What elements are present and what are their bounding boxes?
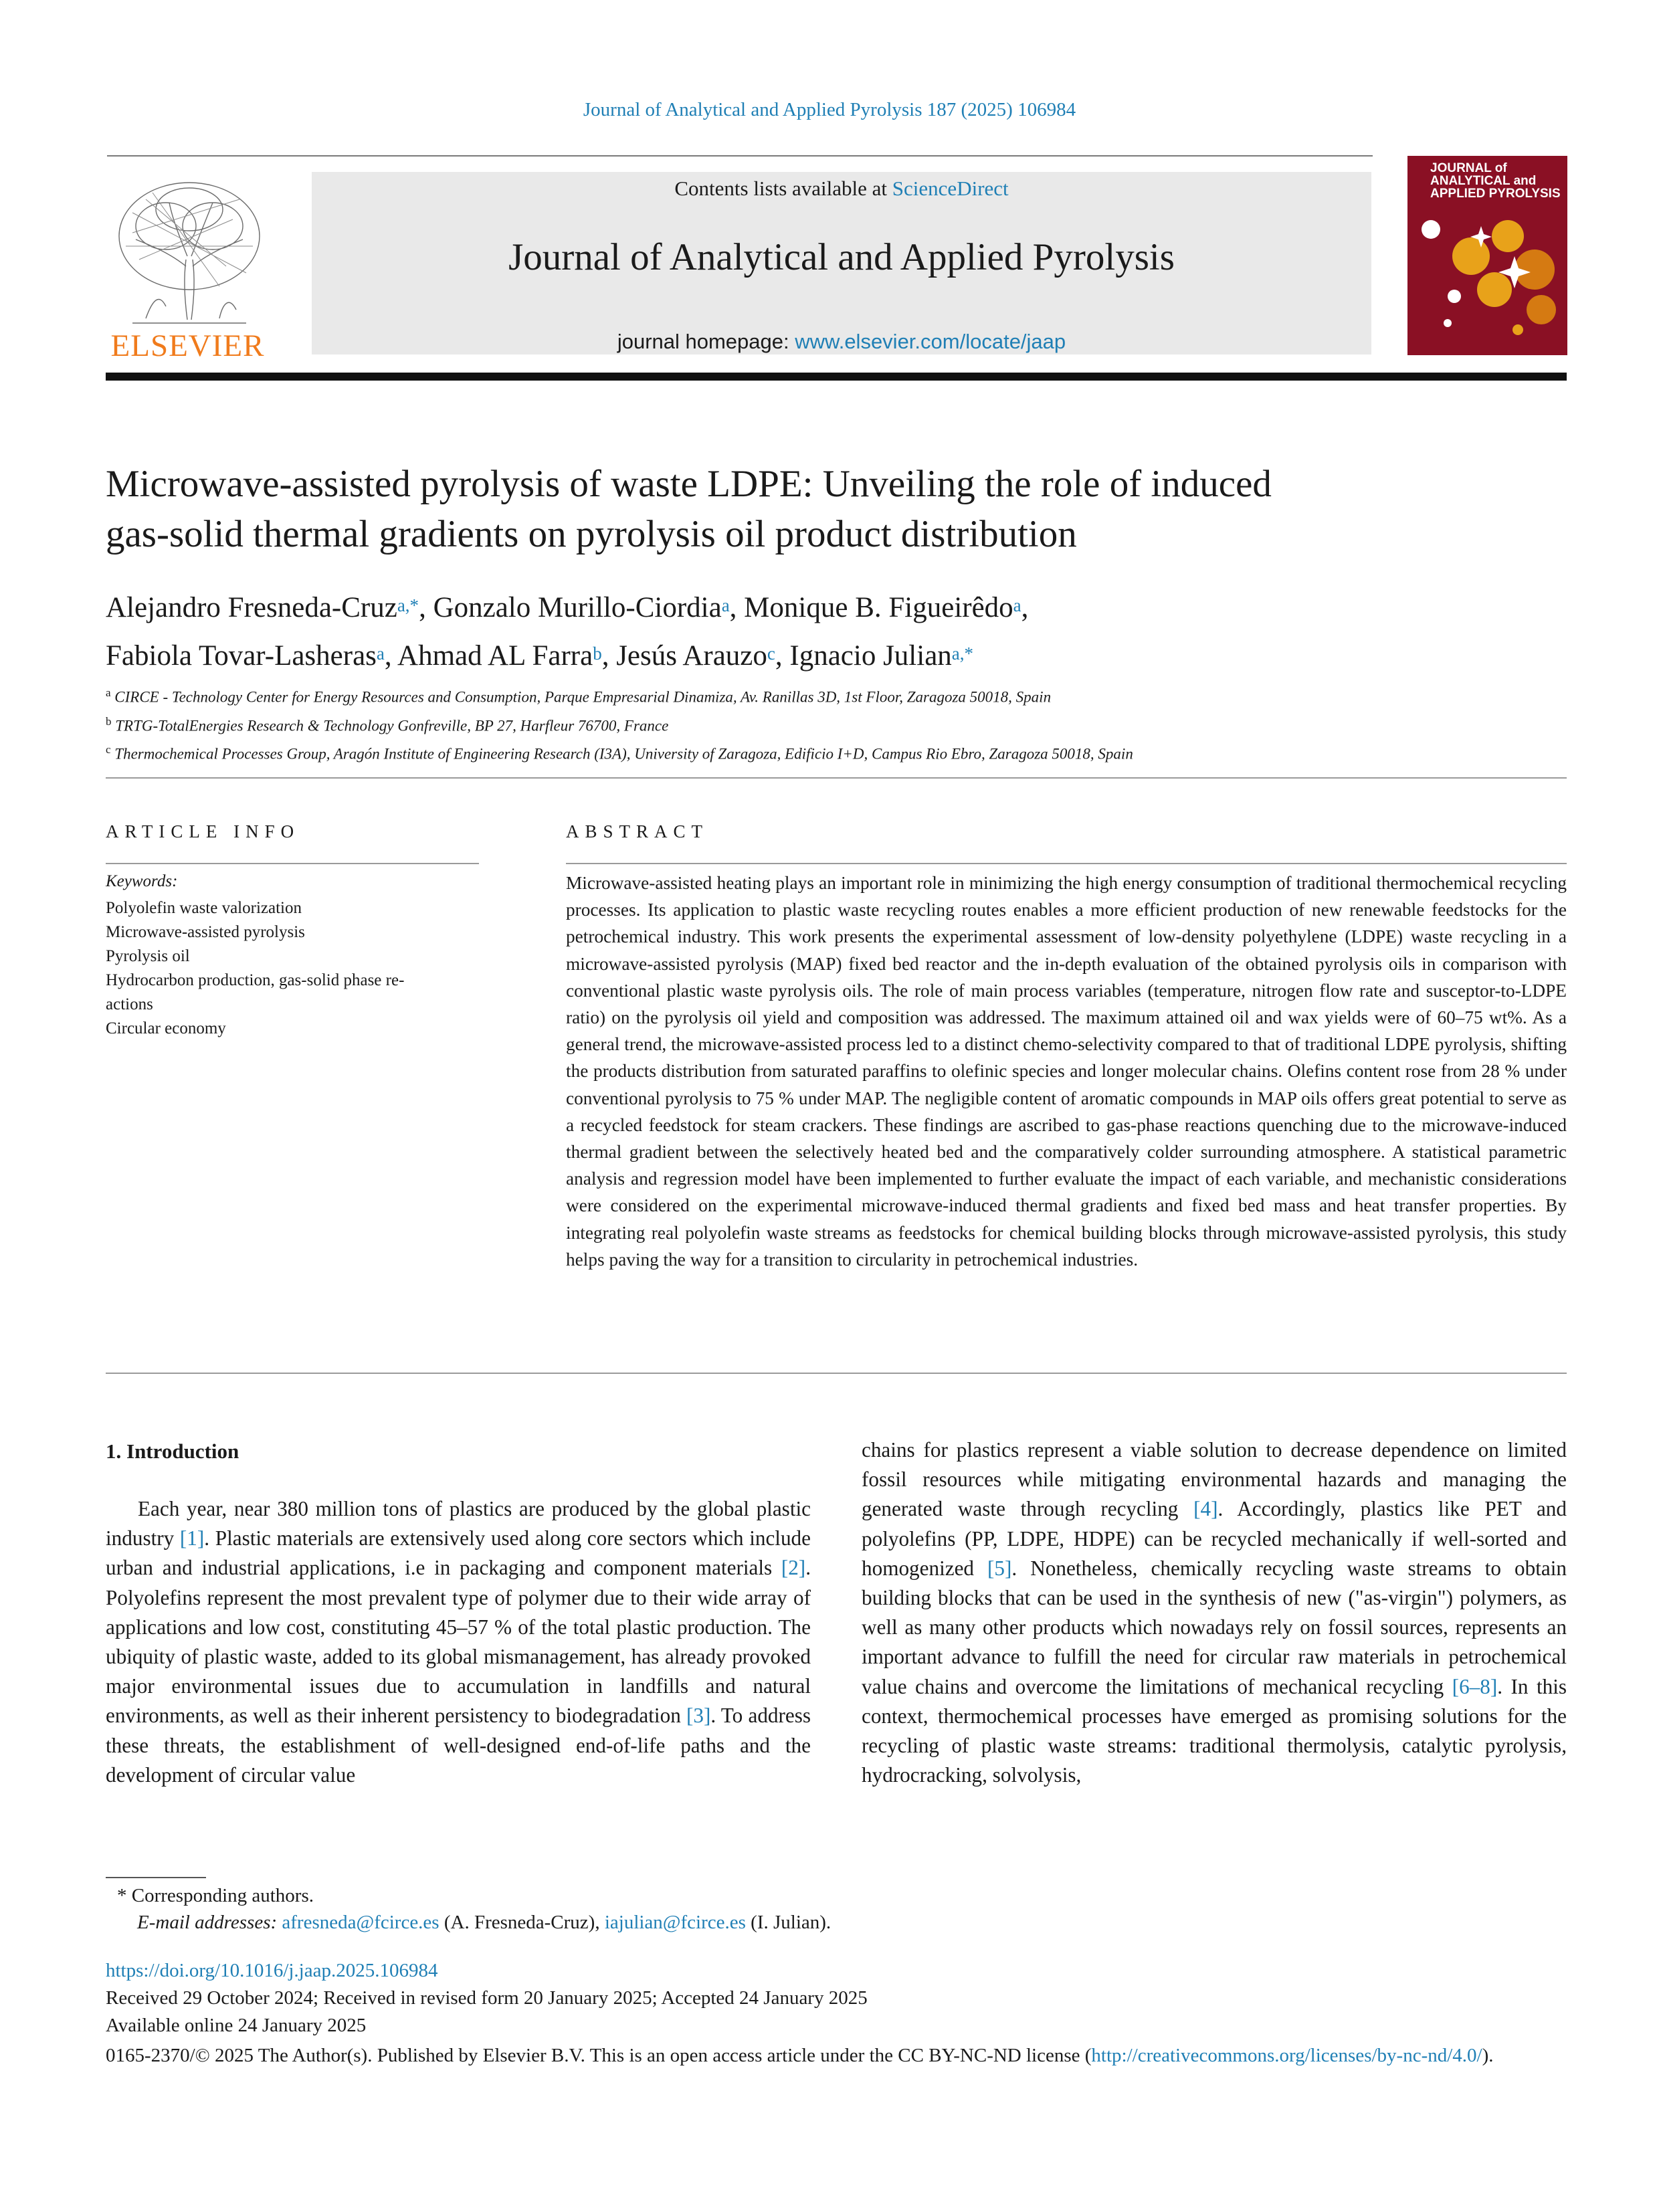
email-link[interactable]: afresneda@fcirce.es (282, 1912, 440, 1933)
keyword: Polyolefin waste valorization (106, 899, 302, 917)
affiliation-key: a (106, 686, 111, 699)
email-link[interactable]: iajulian@fcirce.es (604, 1912, 746, 1933)
affiliation-key: b (106, 714, 112, 728)
body-text: Each year, near 380 million tons of plastics are produced by the global plastic industry (106, 1497, 811, 1550)
body-text: chains for plastics represent a viable solution to decrease dependence on limited fossil resources while mitigating environmental hazards and managing the generated waste through recycling (862, 1438, 1567, 1521)
author-line-1 (106, 584, 1510, 632)
cover-title-line3: APPLIED PYROLYSIS (1430, 187, 1561, 201)
author-name[interactable]: Ignacio Julian (789, 640, 952, 672)
email-owner: (A. Fresneda-Cruz), (439, 1912, 605, 1933)
sciencedirect-link[interactable]: ScienceDirect (892, 177, 1009, 200)
contents-available-line (312, 177, 1371, 201)
reference-link[interactable]: [3] (686, 1704, 711, 1728)
cover-title-line1: JOURNAL of (1430, 161, 1507, 175)
author-separator: , (729, 592, 745, 623)
affiliation-text: CIRCE - Technology Center for Energy Resources and Consumption, Parque Empresarial Dinamiza, Av. Ranillas 3D, 1st Floor, Zaragoza 50018, Spain (114, 688, 1052, 706)
affiliation-b (106, 710, 1567, 738)
email-addresses (137, 1912, 831, 1934)
affiliations (106, 681, 1567, 767)
body-text: . Accordingly, plastics like PET and polyolefins (PP, LDPE, HDPE) can be recycled mechanically if well-sorted and homogenized (862, 1497, 1567, 1580)
affiliation-text: TRTG-TotalEnergies Research & Technology Gonfreville, BP 27, Harfleur 76700, France (115, 717, 669, 734)
email-label: E-mail addresses: (137, 1912, 282, 1933)
cover-title (1430, 162, 1564, 200)
author-separator: , (384, 640, 398, 672)
author-affiliation-mark[interactable]: a,* (951, 643, 974, 664)
author-separator: , (419, 592, 433, 623)
license-suffix: ). (1482, 2045, 1494, 2066)
author-name[interactable]: Alejandro Fresneda-Cruz (106, 592, 397, 623)
license-statement (106, 2042, 1567, 2070)
affiliation-c (106, 738, 1567, 767)
footnote-rule (106, 1877, 206, 1878)
doi-link[interactable]: https://doi.org/10.1016/j.jaap.2025.106984 (106, 1960, 438, 1981)
keyword: Circular economy (106, 1019, 226, 1037)
paper-title (106, 459, 1510, 559)
available-online-date: Available online 24 January 2025 (106, 2015, 367, 2036)
keyword: Hydrocarbon production, gas-solid phase re- (106, 971, 405, 989)
license-link[interactable]: http://creativecommons.org/licenses/by-nc-nd/4.0/ (1091, 2045, 1482, 2066)
author-affiliation-mark[interactable]: a (1013, 595, 1021, 615)
reference-link[interactable]: [4] (1193, 1497, 1218, 1521)
body-text: . Polyolefins represent the most prevalent type of polymer due to their wide array of applications and low cost, constituting 45–57 % of the total plastic production. The ubiquity of plastic waste, added to its global mismanagement, has already provoked major environmental issues due to accumulation in landfills and natural environments, as well as their inherent persistency to biodegradation (106, 1556, 811, 1728)
author-name[interactable]: Gonzalo Murillo-Ciordia (433, 592, 722, 623)
body-column-left (106, 1494, 811, 1790)
journal-citation[interactable]: Journal of Analytical and Applied Pyrolysis 187 (2025) 106984 (583, 99, 1076, 120)
affiliation-divider (106, 777, 1567, 779)
author-affiliation-mark[interactable]: a (721, 595, 730, 615)
keyword-list (106, 896, 480, 1041)
abstract-end-divider (106, 1373, 1567, 1374)
abstract-rule (566, 863, 1567, 864)
homepage-prefix: journal homepage: (617, 330, 795, 353)
abstract-text: Microwave-assisted heating plays an important role in minimizing the high energy consumption of traditional thermochemical recycling processes. Its application to plastic waste recycling routes enables a more efficient production of new renewable feedstocks for the petrochemical industry. This work presents the experimental assessment of low-density polyethylene (LDPE) waste recycling in a microwave-assisted pyrolysis (MAP) fixed bed reactor and the in-depth evaluation of the obtained pyrolysis oils in comparison with conventional plastic waste pyrolysis oils. The role of main process variables (temperature, nitrogen flow rate and susceptor-to-LDPE ratio) on the pyrolysis oil yield and composition was addressed. The maximum attained oil and wax yields were of 60–75 wt%. As a general trend, the microwave-assisted process led to a distinct chemo-selectivity compared to that of traditional LDPE pyrolysis, shifting the products distribution from saturated paraffins to olefinic species and longer molecular chains. Olefins content rose from 28 % under conventional pyrolysis to 75 % under MAP. The negligible content of aromatic compounds in MAP oils offers great potential to serve as a recycled feedstock for steam crackers. These findings are ascribed to gas-phase reactions quenching due to the microwave-induced thermal gradient between the selectively heated bed and the comparatively colder surrounding atmosphere. A statistical parametric analysis and regression model have been implemented to further evaluate the impact of each variable, and mechanistic considerations were considered on the experimental microwave-induced thermal gradients and fixed bed mass and heat transfer properties. By integrating real polyolefin waste streams as feedstocks for chemical building blocks through microwave-assisted pyrolysis, this study helps paving the way for a transition to circularity in petrochemical industries. (566, 873, 1567, 1270)
body-column-right (862, 1435, 1567, 1790)
homepage-link[interactable]: www.elsevier.com/locate/jaap (795, 330, 1066, 353)
body-text: . To address these threats, the establishment of well-designed end-of-life paths and the development of circular value (106, 1704, 811, 1787)
affiliation-text: Thermochemical Processes Group, Aragón Institute of Engineering Research (I3A), University of Zaragoza, Edificio I+D, Campus Rio Ebro, Zaragoza 50018, Spain (114, 745, 1133, 763)
article-info-rule (106, 863, 479, 864)
reference-link[interactable]: [6–8] (1452, 1674, 1498, 1698)
title-line-1: Microwave-assisted pyrolysis of waste LDPE: Unveiling the role of induced (106, 463, 1272, 505)
author-separator: , (1021, 592, 1029, 623)
reference-link[interactable]: [5] (987, 1556, 1012, 1580)
author-separator: , (775, 640, 790, 672)
body-text: . In this context, thermochemical processes have emerged as promising solutions for the recycling of plastic waste streams: traditional thermolysis, catalytic pyrolysis, hydrocracking, solvolysis, (862, 1674, 1567, 1787)
elsevier-wordmark: ELSEVIER (110, 328, 265, 363)
keywords-label: Keywords: (106, 872, 178, 890)
author-list (106, 584, 1510, 680)
cover-title-line2: ANALYTICAL and (1430, 174, 1537, 188)
reference-link[interactable]: [1] (179, 1526, 205, 1550)
reference-link[interactable]: [2] (781, 1556, 806, 1580)
author-name[interactable]: Monique B. Figueirêdo (744, 592, 1013, 623)
corresponding-authors-note: * Corresponding authors. (117, 1885, 314, 1906)
received-dates: Received 29 October 2024; Received in revised form 20 January 2025; Accepted 24 January 2025 (106, 1987, 868, 2009)
header-thick-rule (106, 373, 1567, 381)
license-text: 0165-2370/© 2025 The Author(s). Published by Elsevier B.V. This is an open access article under the CC BY-NC-ND license ( (106, 2045, 1092, 2066)
keyword: Pyrolysis oil (106, 947, 190, 965)
author-name[interactable]: Fabiola Tovar-Lasheras (106, 640, 377, 672)
author-name[interactable]: Ahmad AL Farra (397, 640, 593, 672)
journal-homepage-line (312, 330, 1371, 354)
email-owner: (I. Julian). (745, 1912, 832, 1933)
body-text: . Nonetheless, chemically recycling waste streams to obtain building blocks that can be used in the synthesis of new ("as-virgin") polymers, as well as many other products which nowadays rely on fossil sources, represents an important advance to fulfill the need for circular raw materials in petrochemical value chains and overcome the limitations of mechanical recycling (862, 1556, 1567, 1698)
author-separator: , (601, 640, 617, 672)
section-heading-introduction: 1. Introduction (106, 1439, 239, 1463)
journal-name: Journal of Analytical and Applied Pyrolysis (508, 236, 1175, 278)
author-affiliation-mark[interactable]: b (593, 643, 602, 664)
title-line-2: gas-solid thermal gradients on pyrolysis oil product distribution (106, 513, 1077, 555)
keyword: actions (106, 995, 153, 1013)
contents-prefix: Contents lists available at (674, 177, 892, 200)
abstract-heading: ABSTRACT (566, 821, 709, 841)
author-affiliation-mark[interactable]: a,* (397, 595, 419, 615)
affiliation-key: c (106, 743, 111, 757)
article-info-heading: ARTICLE INFO (106, 821, 300, 841)
header-divider (107, 155, 1373, 157)
author-affiliation-mark[interactable]: c (767, 643, 775, 664)
keyword: Microwave-assisted pyrolysis (106, 923, 305, 941)
author-line-2 (106, 632, 1510, 680)
affiliation-a (106, 681, 1567, 710)
author-name[interactable]: Jesús Arauzo (616, 640, 767, 672)
body-text: . Plastic materials are extensively used along core sectors which include urban and industrial applications, i.e in packaging and component materials (106, 1526, 811, 1580)
author-affiliation-mark[interactable]: a (376, 643, 385, 664)
